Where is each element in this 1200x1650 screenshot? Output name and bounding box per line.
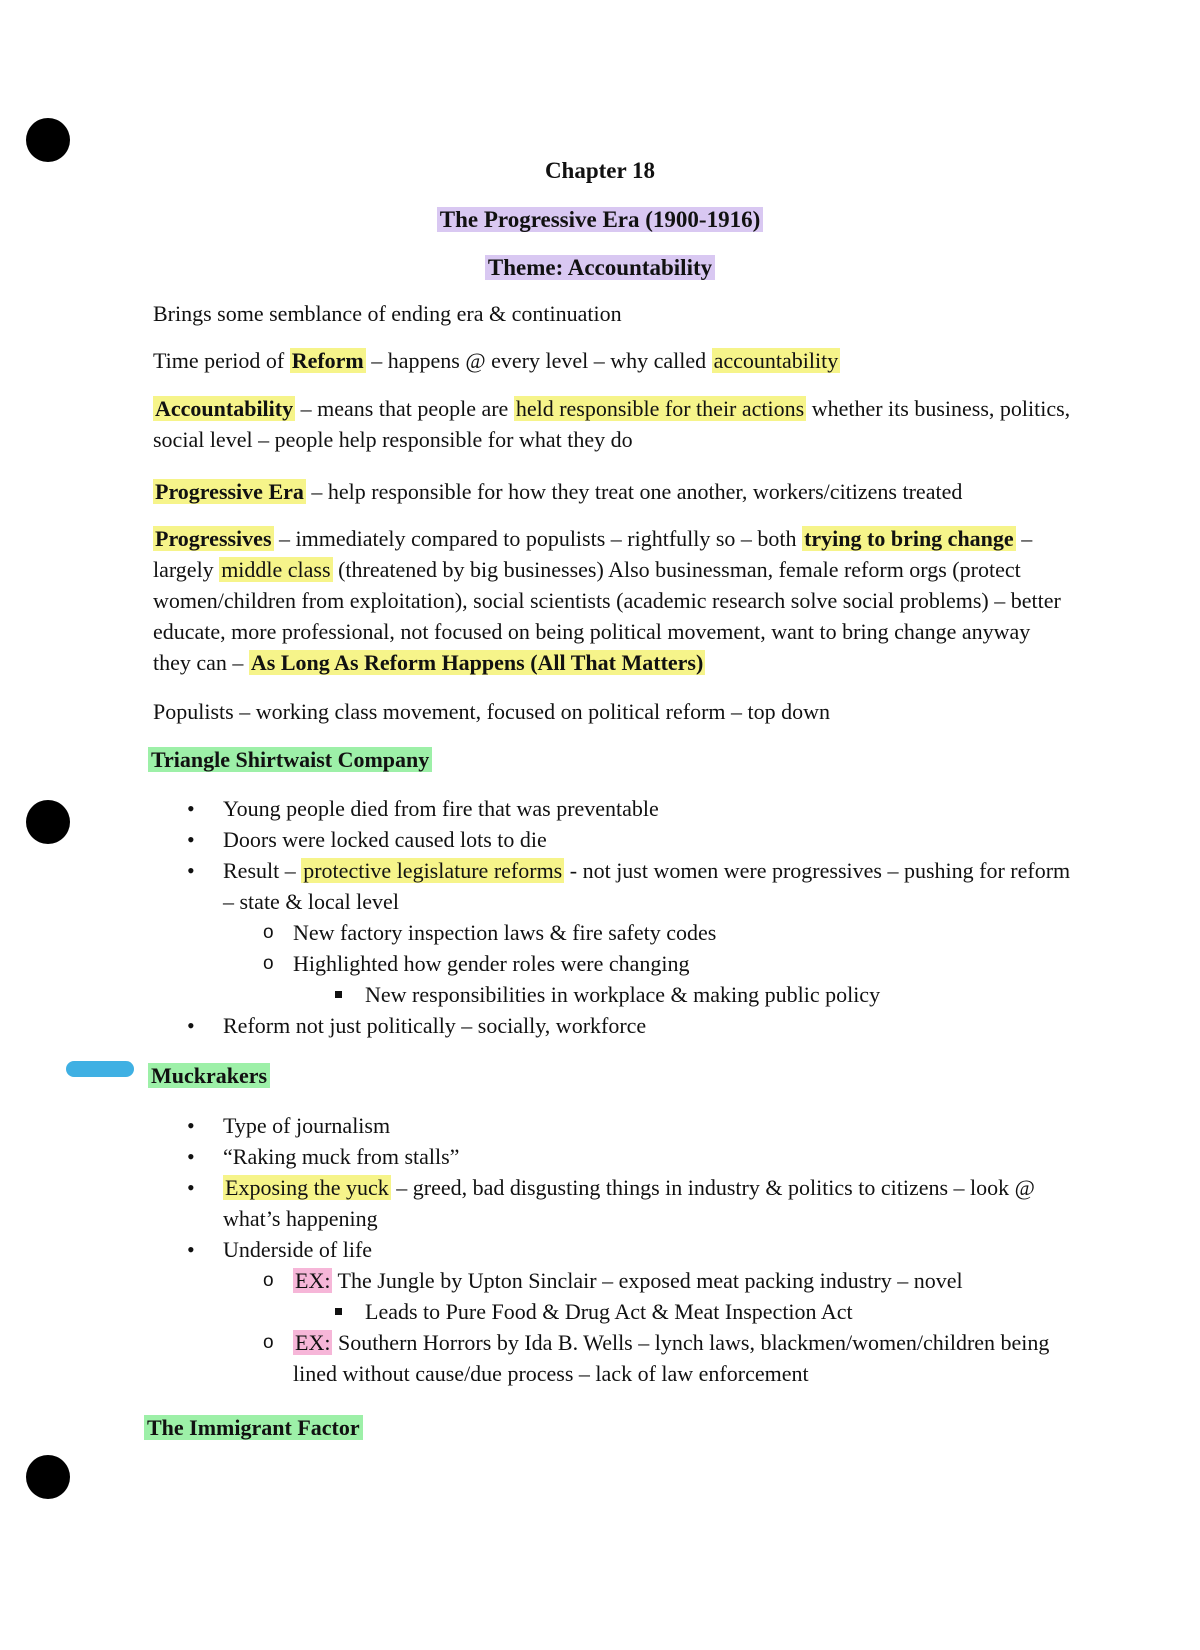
highlight-accountability: accountability	[713, 348, 839, 373]
text: - not just women were progressives – pushing for reform – state & local level	[223, 858, 1071, 914]
text: The Jungle by Upton Sinclair – exposed meat packing industry – novel	[332, 1268, 963, 1293]
list-item	[185, 1172, 1075, 1234]
list-item: • Doors were locked caused lots to die	[185, 824, 1075, 855]
text: whether its business, politics, social level – people help responsible for what they do	[153, 396, 1071, 452]
text: – largely	[153, 526, 1033, 582]
text: – happens @ every level – why called	[365, 348, 712, 373]
paragraph-progressives	[153, 523, 1073, 678]
theme-text: Theme: Accountability	[485, 255, 715, 280]
text: – immediately compared to populists – rightfully so – both	[273, 526, 803, 551]
sub-list-item: o New factory inspection laws & fire safety codes	[185, 917, 1075, 948]
highlight-ex: EX:	[295, 1330, 331, 1355]
text: Time period of	[153, 348, 290, 373]
highlight-ex: EX:	[295, 1268, 331, 1293]
term-accountability: Accountability	[155, 396, 294, 421]
sub-sub-list-item: New responsibilities in workplace & making public policy	[185, 979, 1075, 1010]
punch-hole	[26, 118, 70, 162]
paragraph-intro: Brings some semblance of ending era & continuation	[153, 301, 622, 326]
list-item: • “Raking muck from stalls”	[185, 1141, 1075, 1172]
list-item: • Reform not just politically – socially, workforce	[185, 1010, 1075, 1041]
subtitle-text: The Progressive Era (1900-1916)	[437, 207, 763, 232]
theme-line	[0, 255, 1200, 281]
heading-text: The Immigrant Factor	[144, 1415, 363, 1440]
text: – means that people are	[295, 396, 514, 421]
text: – greed, bad disgusting things in industry & politics to citizens – look @ what’s happening	[223, 1175, 1035, 1231]
text: Southern Horrors by Ida B. Wells – lynch laws, blackmen/women/children being lined without cause/due process – lack of law enforcement	[293, 1330, 1050, 1386]
muckrakers-list	[185, 1110, 1075, 1389]
page-title: Chapter 18	[544, 158, 656, 183]
heading-text: Triangle Shirtwaist Company	[148, 747, 432, 772]
list-item: • Type of journalism	[185, 1110, 1075, 1141]
sub-sub-list-item: Leads to Pure Food & Drug Act & Meat Inspection Act	[185, 1296, 1075, 1327]
blue-marker-mark	[66, 1061, 134, 1077]
highlight-exposing-yuck: Exposing the yuck	[225, 1175, 389, 1200]
list-item	[185, 855, 1075, 917]
section-heading-immigrant	[144, 1415, 363, 1441]
term-reform: Reform	[291, 348, 364, 373]
term-progressives: Progressives	[155, 526, 272, 551]
paragraph-reform	[153, 345, 1073, 376]
sub-list-item	[185, 1327, 1075, 1389]
section-heading-triangle	[148, 747, 432, 773]
text: Result –	[223, 858, 302, 883]
highlight-protective-reforms: protective legislature reforms	[303, 858, 563, 883]
list-item: • Young people died from fire that was preventable	[185, 793, 1075, 824]
term-progressive-era: Progressive Era	[155, 479, 304, 504]
list-item: • Underside of life	[185, 1234, 1075, 1265]
punch-hole	[26, 1455, 70, 1499]
text: – help responsible for how they treat one another, workers/citizens treated	[305, 479, 963, 504]
sub-list-item: o Highlighted how gender roles were changing	[185, 948, 1075, 979]
paragraph-progressive-era	[153, 476, 1073, 507]
highlight-reform-happens: As Long As Reform Happens (All That Matters)	[250, 650, 704, 675]
heading-text: Muckrakers	[148, 1063, 270, 1088]
section-heading-muckrakers	[148, 1063, 270, 1089]
text: (threatened by big businesses) Also businessman, female reform orgs (protect women/children from exploitation), social scientists (academic research solve social problems) – better educate, more professional, not focused on being political movement, want to bring change anyway they can –	[153, 557, 1061, 675]
highlight-trying-change: trying to bring change	[804, 526, 1014, 551]
highlight-middle-class: middle class	[221, 557, 331, 582]
paragraph-accountability	[153, 393, 1073, 455]
punch-hole	[26, 800, 70, 844]
paragraph-populists: Populists – working class movement, focused on political reform – top down	[153, 699, 831, 724]
sub-list-item	[185, 1265, 1075, 1296]
highlight-held-responsible: held responsible for their actions	[515, 396, 805, 421]
page-subtitle	[0, 207, 1200, 233]
triangle-list	[185, 793, 1075, 1041]
